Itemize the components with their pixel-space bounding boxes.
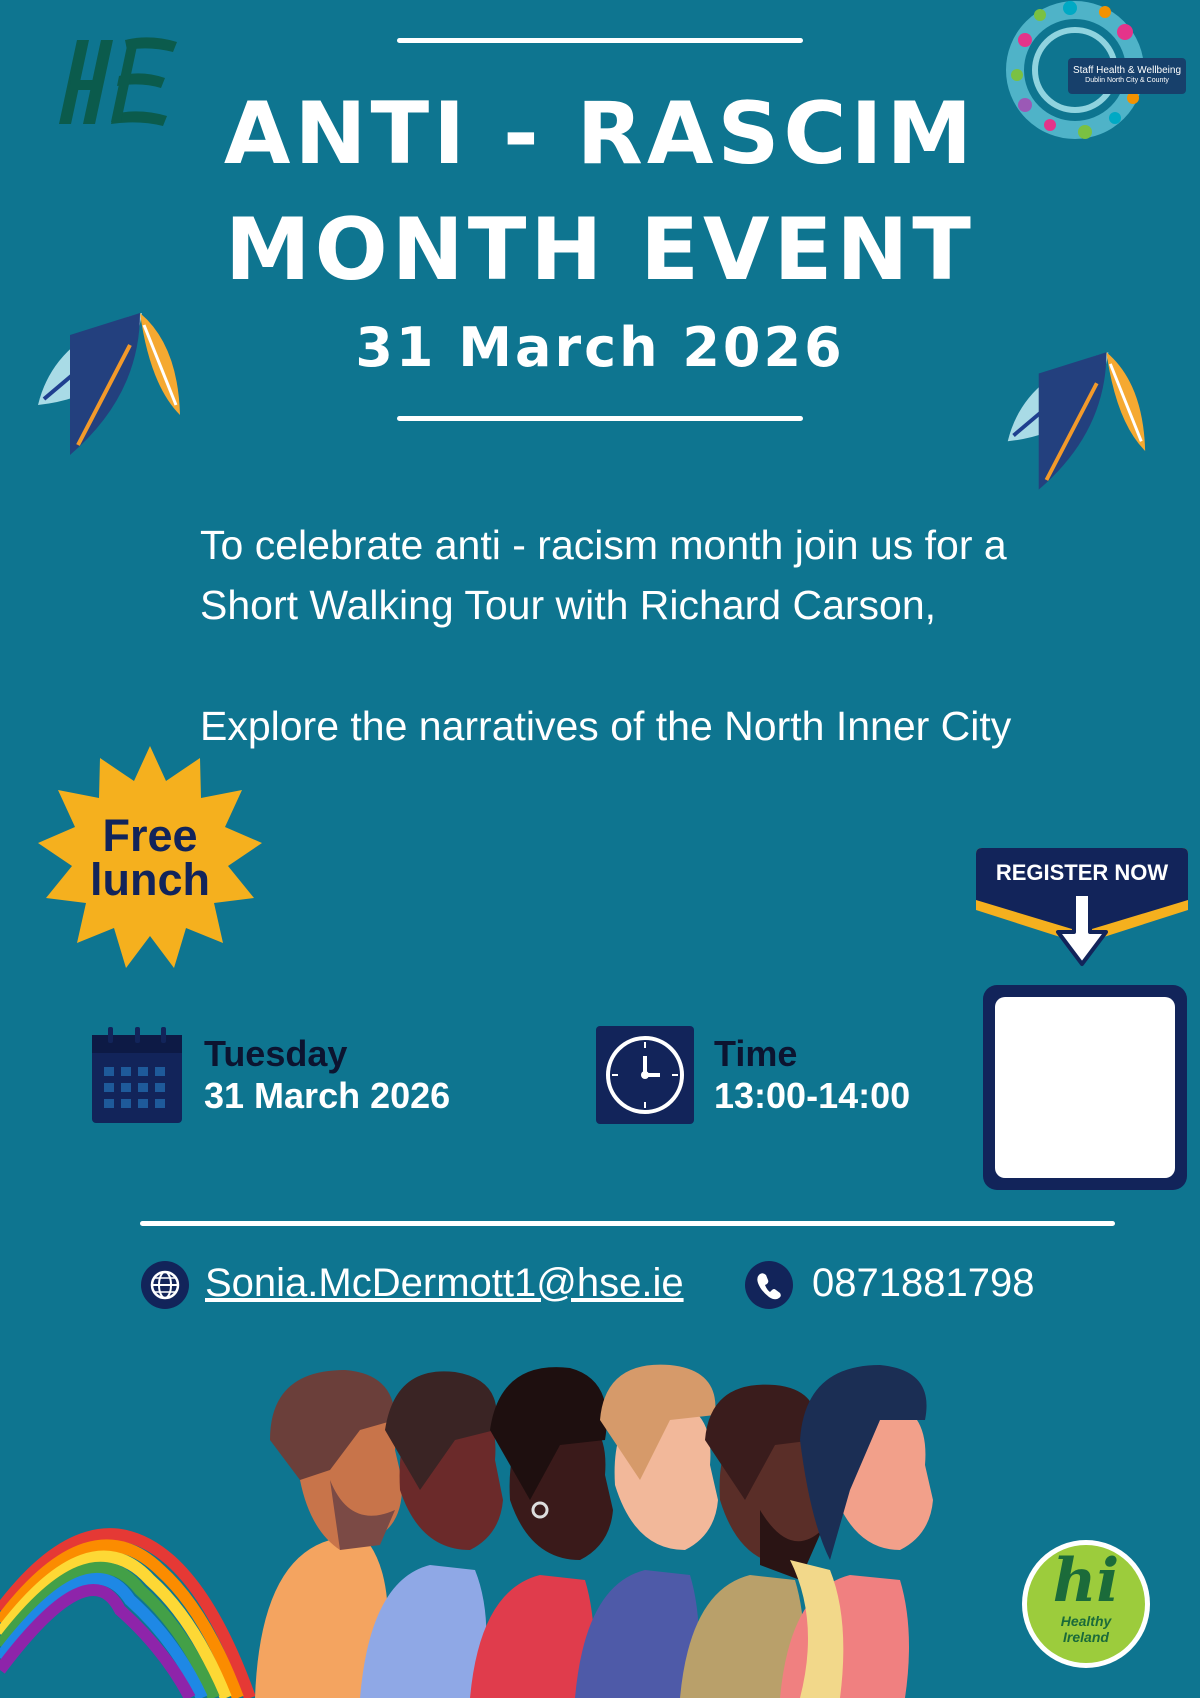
title-date: 31 March 2026 <box>355 316 845 379</box>
title-top-rule <box>397 38 803 43</box>
badge-text-line-1: Free <box>102 810 198 861</box>
healthy-ireland-logo <box>1022 1540 1150 1668</box>
register-now-banner[interactable] <box>976 848 1188 968</box>
title-bottom-rule <box>397 416 803 421</box>
leaf-decoration-right-icon <box>1000 342 1150 497</box>
time-value: 13:00-14:00 <box>714 1075 911 1116</box>
healthy-ireland-circle <box>1027 1545 1145 1663</box>
phone-number: 0871881798 <box>812 1261 1035 1305</box>
date-day-label: Tuesday <box>204 1033 348 1074</box>
title-line-1: ANTI - RASCIM <box>223 84 977 184</box>
qr-code-placeholder[interactable] <box>995 997 1175 1178</box>
date-value: 31 March 2026 <box>204 1075 451 1116</box>
globe-icon <box>141 1261 189 1309</box>
badge-text-line-2: lunch <box>90 854 210 905</box>
calendar-icon <box>90 1025 184 1125</box>
free-lunch-badge <box>36 746 264 972</box>
description-line-2: Short Walking Tour with Richard Carson, <box>200 582 937 628</box>
time-label: Time <box>714 1033 798 1074</box>
wellbeing-label-title: Staff Health & Wellbeing <box>1072 65 1182 76</box>
healthy-ireland-word-1: Healthy <box>1060 1613 1112 1629</box>
leaf-decoration-left-icon <box>30 305 185 460</box>
description-line-1: To celebrate anti - racism month join us for a <box>200 522 1007 568</box>
healthy-ireland-mark: hi <box>1052 1546 1120 1616</box>
phone-icon <box>745 1261 793 1309</box>
email-link[interactable]: Sonia.McDermott1@hse.ie <box>205 1261 684 1305</box>
healthy-ireland-word-2: Ireland <box>1063 1629 1109 1645</box>
title-line-2: MONTH EVENT <box>225 200 975 300</box>
contact-divider <box>140 1221 1115 1226</box>
arrow-down-icon <box>1054 892 1110 968</box>
clock-icon <box>596 1026 694 1124</box>
description-line-3: Explore the narratives of the North Inner City <box>200 703 1012 749</box>
wellbeing-label-subtitle: Dublin North City & County <box>1085 77 1169 84</box>
qr-code-frame[interactable] <box>983 985 1187 1190</box>
diverse-people-illustration-icon <box>0 1360 1200 1698</box>
register-now-label[interactable]: REGISTER NOW <box>995 860 1169 885</box>
